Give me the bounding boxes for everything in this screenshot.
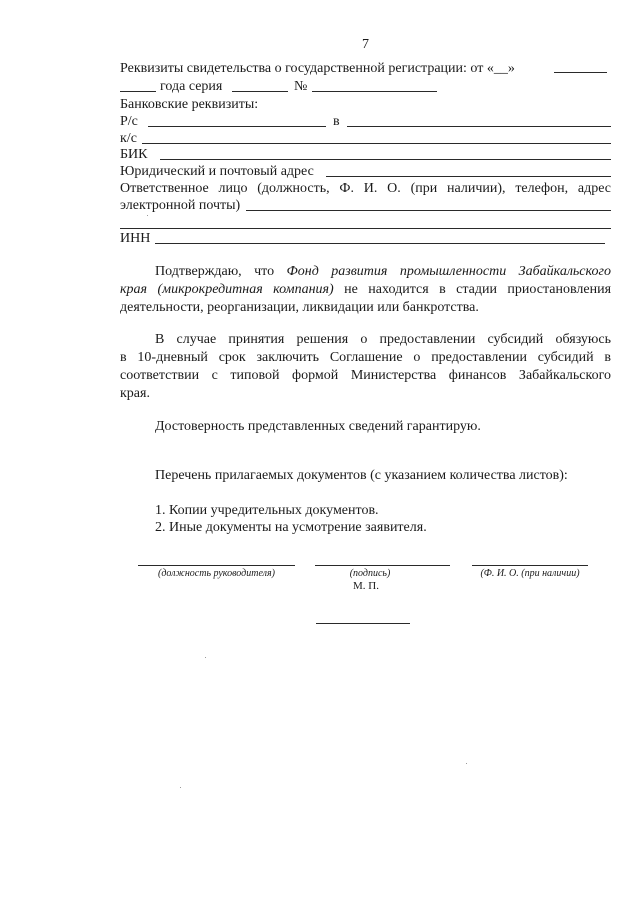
commitment-line1: В случае принятия решения о предоставлении субсидий обязуюсь — [155, 332, 611, 347]
address-blank — [326, 176, 611, 177]
registration-number-blank — [312, 91, 437, 92]
responsible-label-line1: Ответственное лицо (должность, Ф. И. О. (при наличии), телефон, адрес — [120, 181, 611, 196]
commitment-line2: в 10-дневный срок заключить Соглашение о предоставлении субсидий в — [120, 350, 611, 365]
ks-blank — [142, 143, 611, 144]
scan-speck — [466, 763, 467, 764]
signature-line — [315, 565, 450, 566]
position-signature-line — [138, 565, 295, 566]
registration-series-blank — [232, 91, 288, 92]
bank-name-blank — [347, 126, 611, 127]
bik-label: БИК — [120, 147, 148, 162]
scan-speck — [147, 215, 148, 216]
registration-label: Реквизиты свидетельства о государственной регистрации: от «__» — [120, 61, 515, 76]
registration-date-blank — [554, 72, 607, 73]
signature-caption: (подпись) — [349, 568, 391, 579]
bik-blank — [160, 159, 611, 160]
position-caption: (должность руководителя) — [158, 568, 275, 579]
page-number: 7 — [362, 37, 369, 52]
attachment-item-2: 2. Иные документы на усмотрение заявителя. — [155, 520, 427, 535]
responsible-blank-2 — [120, 228, 611, 229]
commitment-line4: края. — [120, 386, 150, 401]
bank-in-label: в — [333, 114, 340, 129]
rs-label: Р/с — [120, 114, 138, 129]
inn-blank — [155, 243, 605, 244]
rs-blank — [148, 126, 326, 127]
attachments-heading: Перечень прилагаемых документов (с указанием количества листов): — [155, 468, 568, 483]
scan-speck — [180, 787, 181, 788]
confirm-line2 — [120, 281, 611, 298]
confirm-fund-name-1: Фонд развития промышленности Забайкальского — [286, 264, 611, 279]
ks-label: к/с — [120, 131, 137, 146]
end-separator — [316, 623, 410, 624]
confirm-lead: Подтверждаю, что — [155, 264, 287, 279]
confirm-line1 — [155, 263, 611, 280]
attachment-item-1: 1. Копии учредительных документов. — [155, 503, 379, 518]
responsible-blank — [246, 210, 611, 211]
name-signature-line — [472, 565, 588, 566]
name-caption: (Ф. И. О. (при наличии) — [480, 568, 580, 579]
confirm-tail: не находится в стадии приостановления — [333, 282, 612, 297]
guarantee-text: Достоверность представленных сведений гарантирую. — [155, 419, 481, 434]
address-label: Юридический и почтовый адрес — [120, 164, 314, 179]
inn-label: ИНН — [120, 231, 151, 246]
confirm-line3: деятельности, реорганизации, ликвидации или банкротства. — [120, 300, 479, 315]
registration-year-label: года серия — [160, 79, 223, 94]
commitment-line3: соответствии с типовой формой Министерства финансов Забайкальского — [120, 368, 611, 383]
scan-speck — [205, 657, 206, 658]
confirm-fund-name-2: края (микрокредитная компания) — [120, 282, 334, 297]
bank-heading: Банковские реквизиты: — [120, 97, 259, 112]
registration-number-sign: № — [294, 79, 308, 94]
seal-label: М. П. — [353, 580, 379, 592]
responsible-label-line2: электронной почты) — [120, 198, 241, 213]
registration-day-blank — [120, 91, 156, 92]
